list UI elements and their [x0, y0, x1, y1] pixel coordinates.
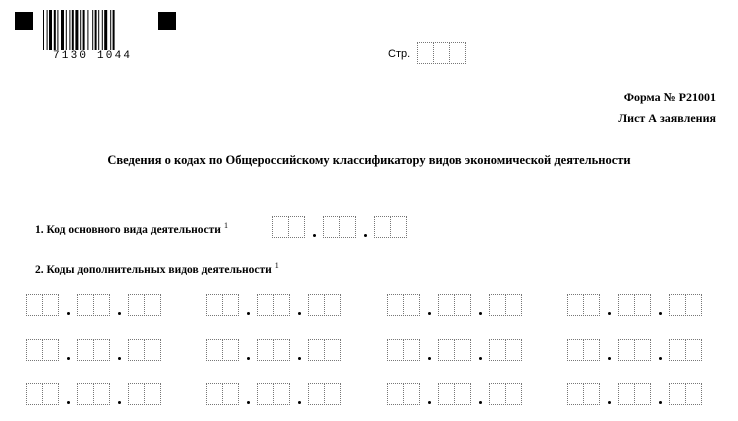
code-separator-dot [479, 401, 482, 404]
code-separator-dot [479, 357, 482, 360]
code-cell-group[interactable] [206, 383, 238, 405]
code-separator-dot [118, 401, 121, 404]
code-separator-dot [659, 357, 662, 360]
code-separator-dot [298, 357, 301, 360]
section-heading: Сведения о кодах по Общероссийскому классификатору видов экономической деятельности [107, 153, 631, 167]
footnote-mark: 1 [223, 221, 228, 230]
page-label: Стр. [388, 48, 411, 60]
code-cell-group[interactable] [489, 339, 521, 361]
code-separator-dot [247, 401, 250, 404]
code-separator-dot [428, 357, 431, 360]
code-separator-dot [247, 357, 250, 360]
corner-marker-right [158, 12, 176, 30]
code-cell-group[interactable] [308, 383, 340, 405]
code-cell-group[interactable] [26, 339, 58, 361]
code-cell-group[interactable] [567, 294, 599, 316]
code-separator-dot [659, 312, 662, 315]
code-cell-group[interactable] [77, 383, 109, 405]
code-separator-dot [118, 357, 121, 360]
sheet-title: Лист А заявления [618, 111, 716, 125]
code-separator-dot [67, 401, 70, 404]
page-number-field[interactable] [417, 42, 465, 64]
code-cell-group[interactable] [128, 339, 160, 361]
code-cell-group[interactable] [387, 294, 419, 316]
code-separator-dot [479, 312, 482, 315]
code-separator-dot [247, 312, 250, 315]
code-cell-group[interactable] [206, 294, 238, 316]
code-cell-group[interactable] [618, 294, 650, 316]
item-text: Коды дополнительных видов деятельности [46, 263, 272, 276]
code-cell-group[interactable] [257, 294, 289, 316]
code-separator-dot [67, 312, 70, 315]
code-cell-group[interactable] [308, 339, 340, 361]
item-text: Код основного вида деятельности [46, 223, 221, 236]
code-separator-dot [608, 312, 611, 315]
item-number: 1. [35, 223, 44, 236]
code-cell-group[interactable] [567, 383, 599, 405]
code-separator-dot [659, 401, 662, 404]
code-cell-group[interactable] [308, 294, 340, 316]
code-cell-group[interactable] [257, 339, 289, 361]
code-cell-group[interactable] [669, 294, 701, 316]
code-cell-group[interactable] [387, 339, 419, 361]
code-cell-group[interactable] [618, 339, 650, 361]
footnote-mark: 1 [274, 261, 279, 270]
code-cell-group[interactable] [77, 294, 109, 316]
code-cell-group[interactable] [26, 294, 58, 316]
corner-marker-left [15, 12, 33, 30]
code-separator-dot [313, 234, 316, 237]
code-separator-dot [298, 312, 301, 315]
code-cell-group[interactable] [323, 216, 355, 238]
code-cell-group[interactable] [257, 383, 289, 405]
code-cell-group[interactable] [489, 294, 521, 316]
barcode-number: 7130 1044 [53, 50, 133, 62]
code-cell-group[interactable] [438, 339, 470, 361]
code-cell-group[interactable] [438, 294, 470, 316]
code-cell-group[interactable] [128, 383, 160, 405]
item-number: 2. [35, 263, 44, 276]
code-cell-group[interactable] [567, 339, 599, 361]
barcode [43, 10, 143, 50]
code-cell-group[interactable] [272, 216, 304, 238]
code-cell-group[interactable] [77, 339, 109, 361]
code-cell-group[interactable] [206, 339, 238, 361]
code-separator-dot [428, 312, 431, 315]
code-cell-group[interactable] [374, 216, 406, 238]
code-separator-dot [67, 357, 70, 360]
code-cell-group[interactable] [618, 383, 650, 405]
code-cell-group[interactable] [438, 383, 470, 405]
main-activity-label [35, 221, 228, 236]
code-cell-group[interactable] [669, 339, 701, 361]
code-separator-dot [118, 312, 121, 315]
form-number: Форма № Р21001 [623, 90, 716, 104]
code-separator-dot [298, 401, 301, 404]
code-separator-dot [364, 234, 367, 237]
additional-activities-label [35, 261, 279, 276]
code-separator-dot [608, 401, 611, 404]
code-cell-group[interactable] [26, 383, 58, 405]
code-separator-dot [608, 357, 611, 360]
code-cell-group[interactable] [387, 383, 419, 405]
code-cell-group[interactable] [128, 294, 160, 316]
code-separator-dot [428, 401, 431, 404]
code-cell-group[interactable] [669, 383, 701, 405]
code-cell-group[interactable] [489, 383, 521, 405]
